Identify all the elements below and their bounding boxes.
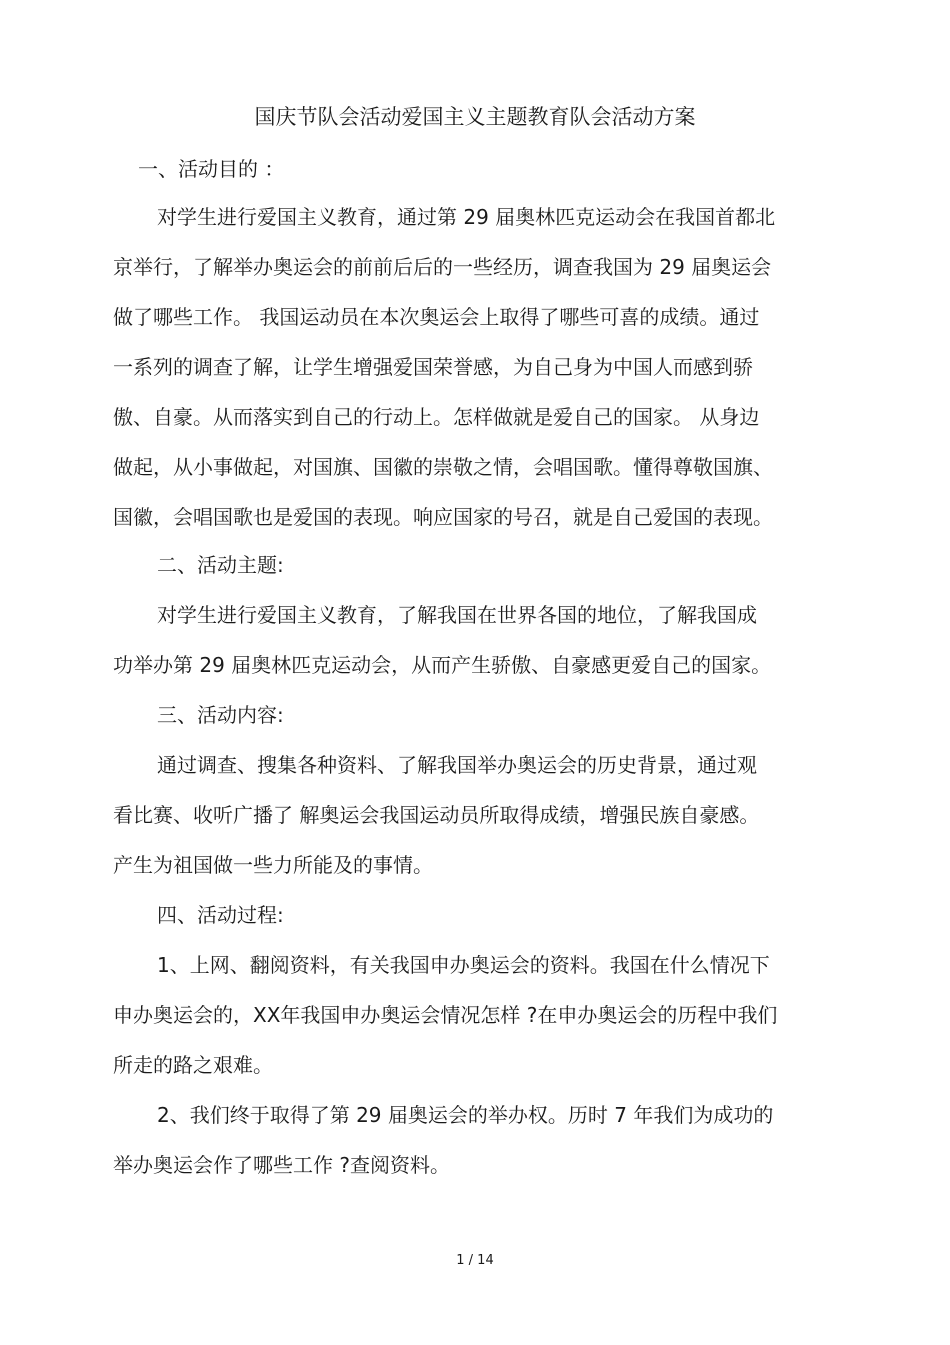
document-title: 国庆节队会活动爱国主义主题教育队会活动方案: [254, 105, 696, 129]
paragraph-line: 对学生进行爱国主义教育，通过第 29 届奥林匹克运动会在我国首都北: [157, 205, 776, 229]
section-heading-purpose: 一、活动目的 ：: [138, 157, 285, 181]
paragraph-line: 举办奥运会作了哪些工作 ?查阅资料。: [113, 1153, 450, 1177]
paragraph-line: 2、我们终于取得了第 29 届奥运会的举办权。历时 7 年我们为成功的: [157, 1103, 774, 1127]
paragraph-line: 功举办第 29 届奥林匹克运动会，从而产生骄傲、自豪感更爱自己的国家。: [113, 653, 772, 677]
page-number: 1 / 14: [456, 1253, 494, 1268]
paragraph-line: 1、上网、翻阅资料，有关我国申办奥运会的资料。我国在什么情况下: [157, 953, 770, 977]
paragraph-line: 通过调查、搜集各种资料、了解我国举办奥运会的历史背景，通过观: [157, 753, 757, 777]
paragraph-line: 所走的路之艰难。: [113, 1053, 273, 1077]
paragraph-line: 国徽，会唱国歌也是爱国的表现。响应国家的号召，就是自己爱国的表现。: [113, 505, 773, 529]
paragraph-line: 产生为祖国做一些力所能及的事情。: [113, 853, 433, 877]
paragraph-line: 京举行，了解举办奥运会的前前后后的一些经历，调查我国为 29 届奥运会: [113, 255, 772, 279]
section-heading-theme: 二、活动主题:: [157, 553, 284, 577]
paragraph-line: 傲、自豪。从而落实到自己的行动上。怎样做就是爱自己的国家。 从身边: [113, 405, 760, 429]
paragraph-line: 做起，从小事做起，对国旗、国徽的崇敬之情，会唱国歌。懂得尊敬国旗、: [113, 455, 773, 479]
paragraph-line: 一系列的调查了解，让学生增强爱国荣誉感，为自己身为中国人而感到骄: [113, 355, 753, 379]
section-heading-process: 四、活动过程:: [157, 903, 284, 927]
paragraph-line: 申办奥运会的，XX年我国申办奥运会情况怎样 ?在申办奥运会的历程中我们: [113, 1003, 778, 1027]
paragraph-line: 对学生进行爱国主义教育，了解我国在世界各国的地位，了解我国成: [157, 603, 757, 627]
section-heading-content: 三、活动内容:: [157, 703, 284, 727]
paragraph-line: 看比赛、收听广播了 解奥运会我国运动员所取得成绩，增强民族自豪感。: [113, 803, 760, 827]
paragraph-line: 做了哪些工作。 我国运动员在本次奥运会上取得了哪些可喜的成绩。通过: [113, 305, 760, 329]
